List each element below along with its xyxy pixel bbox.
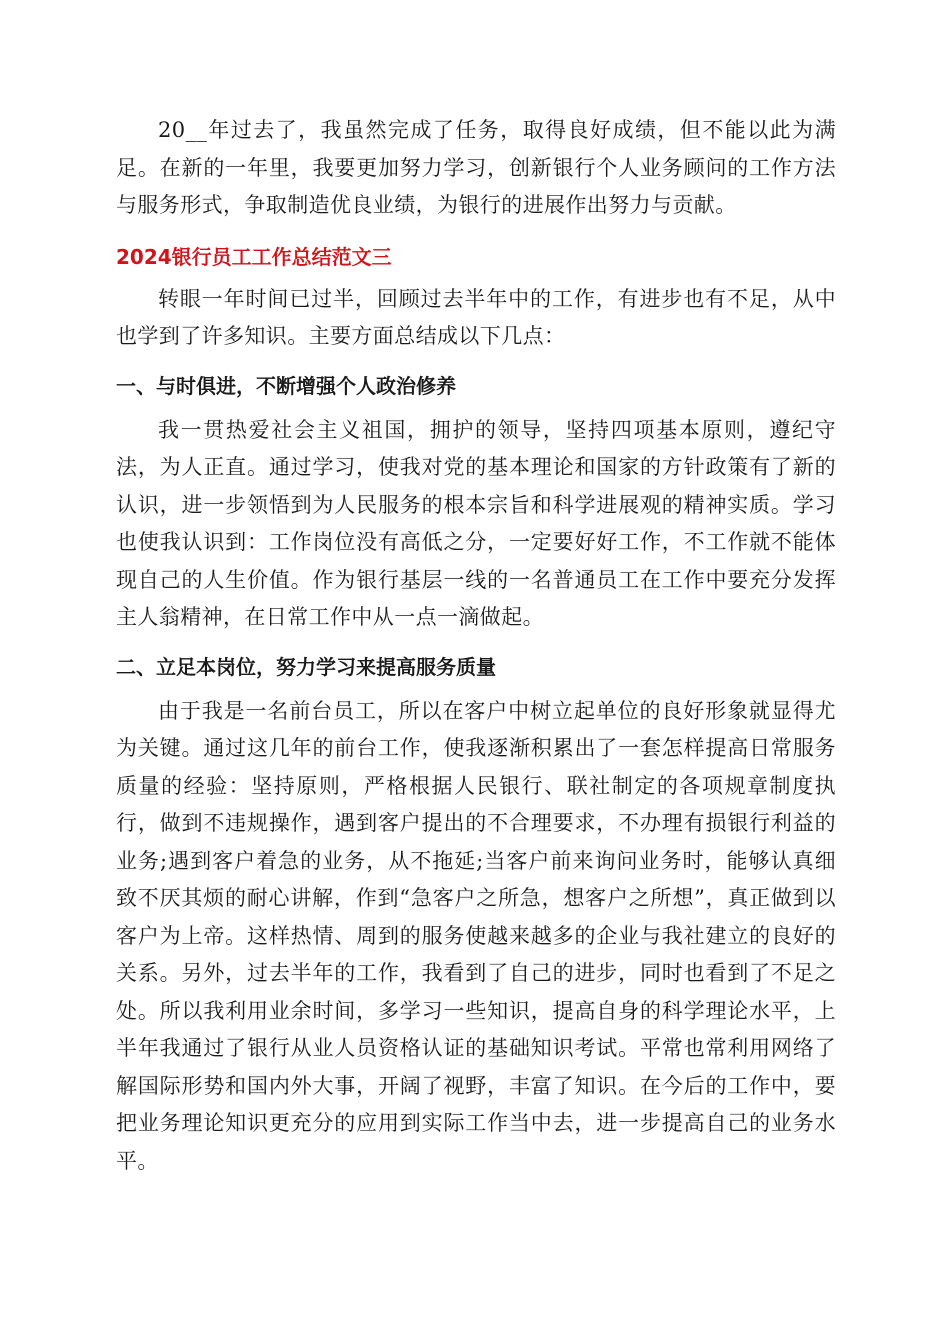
heading-politics: 一、与时俱进，不断增强个人政治修养	[116, 373, 456, 398]
paragraph-service-quality: 由于我是一名前台员工，所以在客户中树立起单位的良好形象就显得尤为关键。通过这几年的前台工作，使我逐渐积累出了一套怎样提高日常服务质量的经验：坚持原则，严格根据人民银行、联社制定的各项规章制度执行，做到不违规操作，遇到客户提出的不合理要求，不办理有损银行利益的业务;遇到客户着急的业务，从不拖延;当客户前来询问业务时，能够认真细致不厌其烦的耐心讲解，作到“急客户之所急，想客户之所想”，真正做到以客户为上帝。这样热情、周到的服务使越来越多的企业与我社建立的良好的关系。另外，过去半年的工作，我看到了自己的进步，同时也看到了不足之处。所以我利用业余时间，多学习一些知识，提高自身的科学理论水平，上半年我通过了银行从业人员资格认证的基础知识考试。平常也常利用网络了解国际形势和国内外大事，开阔了视野，丰富了知识。在今后的工作中，要把业务理论知识更充分的应用到实际工作当中去，进一步提高自己的业务水平。	[116, 698, 836, 1173]
intro-paragraph: 20__年过去了，我虽然完成了任务，取得良好成绩，但不能以此为满足。在新的一年里，我要更加努力学习，创新银行个人业务顾问的工作方法与服务形式，争取制造优良业绩，为银行的进展作出努力与贡献。	[116, 118, 836, 217]
section-title: 2024银行员工工作总结范文三	[116, 244, 392, 269]
opening-paragraph: 转眼一年时间已过半，回顾过去半年中的工作，有进步也有不足，从中也学到了许多知识。主要方面总结成以下几点：	[116, 286, 836, 348]
document-body	[116, 112, 836, 1180]
paragraph-politics: 我一贯热爱社会主义祖国，拥护的领导，坚持四项基本原则，遵纪守法，为人正直。通过学习，使我对党的基本理论和国家的方针政策有了新的认识，进一步领悟到为人民服务的根本宗旨和科学进展观的精神实质。学习也使我认识到：工作岗位没有高低之分，一定要好好工作，不工作就不能体现自己的人生价值。作为银行基层一线的一名普通员工在工作中要充分发挥主人翁精神，在日常工作中从一点一滴做起。	[116, 417, 836, 629]
heading-service-quality: 二、立足本岗位，努力学习来提高服务质量	[116, 654, 496, 679]
